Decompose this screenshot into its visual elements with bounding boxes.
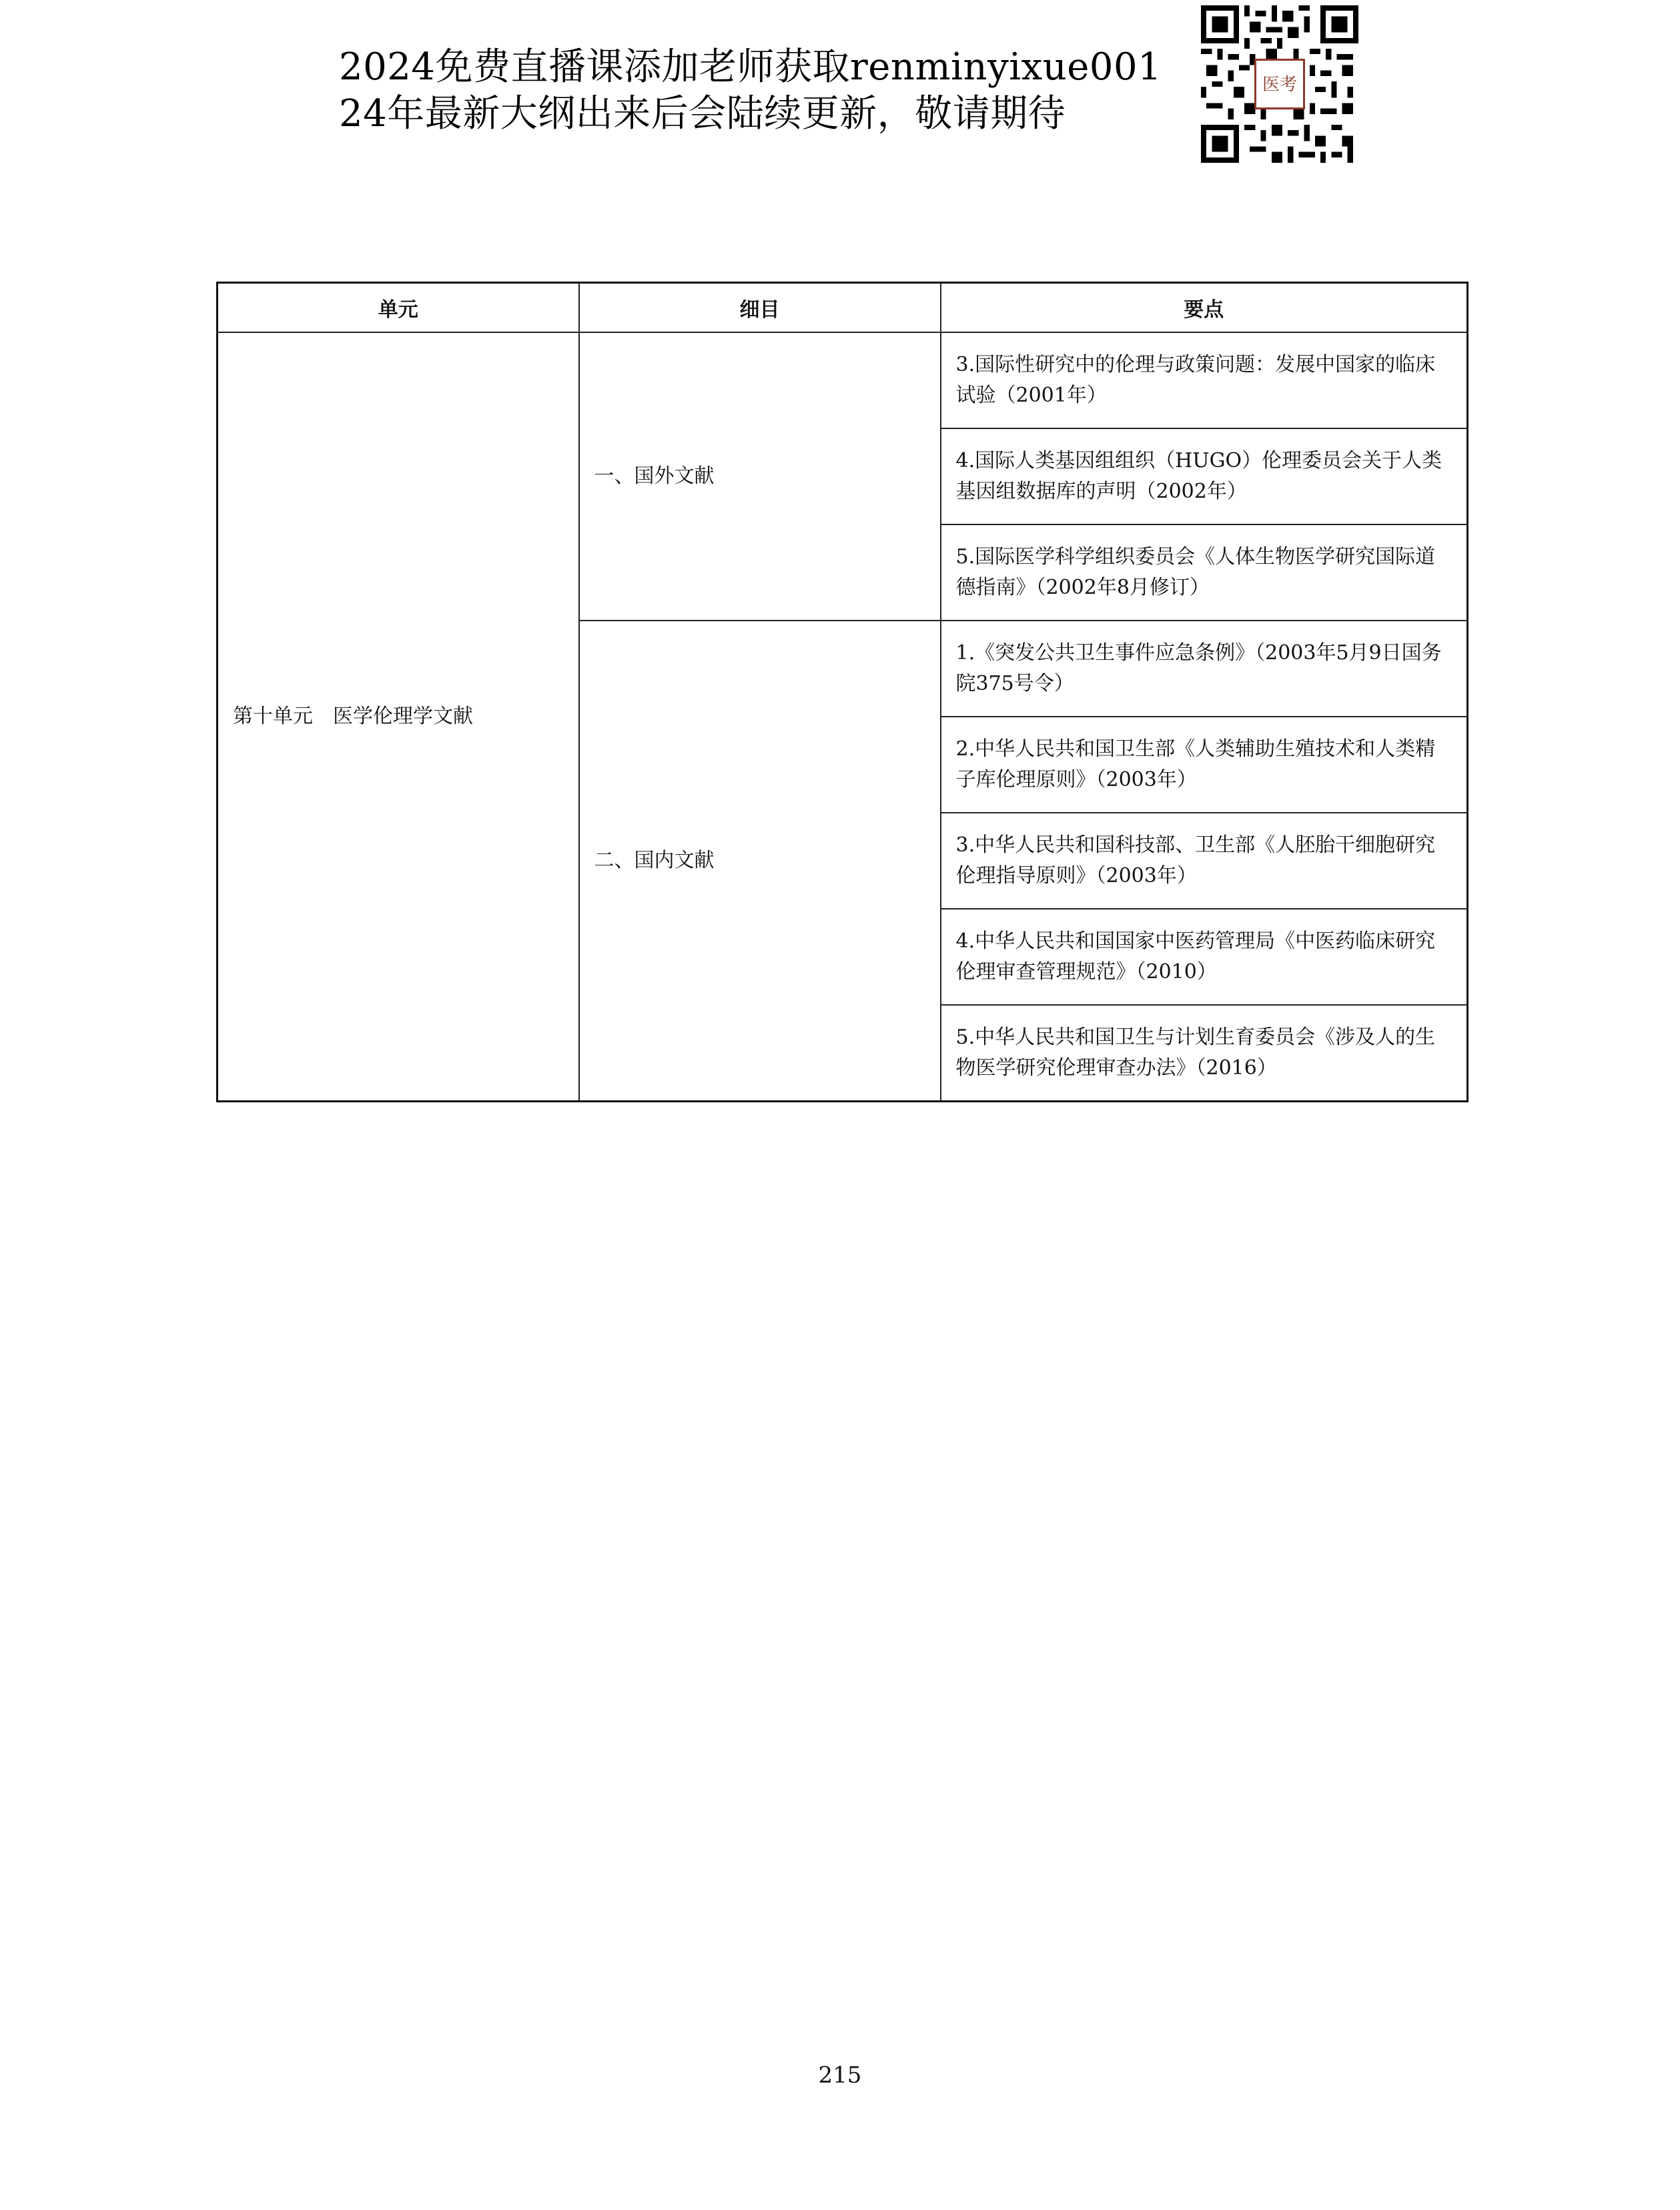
point-cell: 5.国际医学科学组织委员会《人体生物医学研究国际道德指南》（2002年8月修订） bbox=[941, 524, 1468, 621]
qr-code-icon[interactable] bbox=[1201, 5, 1358, 163]
outline-table bbox=[216, 282, 1468, 1102]
point-cell: 4.中华人民共和国国家中医药管理局《中医药临床研究伦理审查管理规范》（2010） bbox=[941, 909, 1468, 1005]
point-cell: 5.中华人民共和国卫生与计划生育委员会《涉及人的生物医学研究伦理审查办法》（2016） bbox=[941, 1005, 1468, 1102]
point-cell: 4.国际人类基因组组织（HUGO）伦理委员会关于人类基因组数据库的声明（2002年） bbox=[941, 428, 1468, 524]
table-header-row bbox=[218, 283, 1468, 333]
header-sub: 细目 bbox=[579, 283, 941, 333]
point-cell: 2.中华人民共和国卫生部《人类辅助生殖技术和人类精子库伦理原则》（2003年） bbox=[941, 717, 1468, 813]
promo-header bbox=[339, 44, 1206, 137]
page-number: 215 bbox=[818, 2062, 862, 2089]
promo-line-2: 24年最新大纲出来后会陆续更新，敬请期待 bbox=[339, 92, 1066, 135]
unit-cell: 第十单元 医学伦理学文献 bbox=[218, 332, 579, 1102]
qr-center-text: 医考 bbox=[1262, 74, 1298, 95]
point-cell: 1.《突发公共卫生事件应急条例》（2003年5月9日国务院375号令） bbox=[941, 621, 1468, 717]
header-unit: 单元 bbox=[218, 283, 579, 333]
promo-line-1: 2024免费直播课添加老师获取renminyixue001 bbox=[339, 45, 1162, 89]
point-cell: 3.国际性研究中的伦理与政策问题：发展中国家的临床试验（2001年） bbox=[941, 332, 1468, 428]
header-points: 要点 bbox=[941, 283, 1468, 333]
sub-cell-domestic: 二、国内文献 bbox=[579, 621, 941, 1102]
sub-cell-foreign: 一、国外文献 bbox=[579, 332, 941, 621]
point-cell: 3.中华人民共和国科技部、卫生部《人胚胎干细胞研究伦理指导原则》（2003年） bbox=[941, 813, 1468, 909]
table-row bbox=[218, 332, 1468, 428]
